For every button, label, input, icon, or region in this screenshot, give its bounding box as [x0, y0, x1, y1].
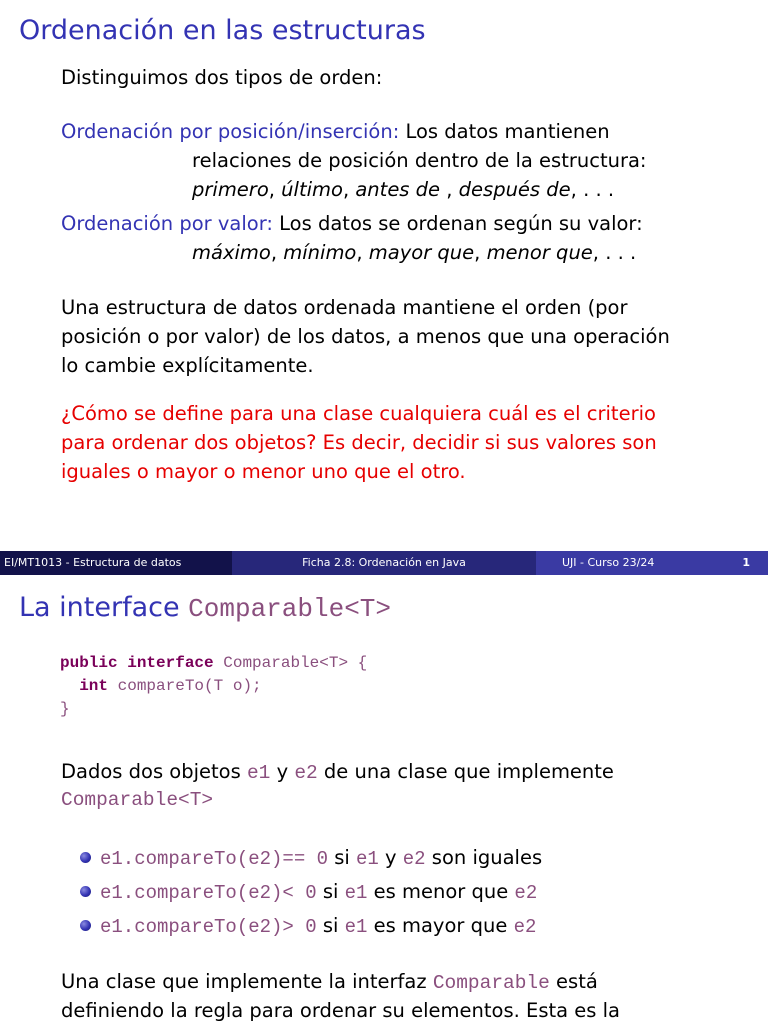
text: si: [316, 880, 345, 903]
value-order-desc: Los datos se ordenan según su valor:: [279, 212, 643, 235]
given-objects-line-1: [61, 757, 614, 788]
footer-right: [536, 551, 768, 575]
text: es mayor que: [367, 914, 514, 937]
code-line-2: [60, 675, 367, 698]
example-maximo: máximo: [192, 241, 271, 264]
slide-title-code: Comparable<T>: [188, 594, 392, 624]
intro-text: Distinguimos dos tipos de orden:: [61, 66, 383, 89]
text: si: [316, 914, 345, 937]
code-e2: e2: [514, 882, 538, 904]
ellipsis: , . . .: [592, 241, 637, 264]
example-menor: menor que: [486, 241, 593, 264]
closing-line-2: definiendo la regla para ordenar su elementos. Esta es la: [61, 999, 620, 1022]
separator: ,: [342, 178, 356, 201]
keyword-int: int: [79, 677, 109, 695]
example-mayor: mayor que: [368, 241, 475, 264]
code-expr: e1.compareTo(e2)== 0: [100, 848, 329, 870]
footer-course-code: EI/MT1013 - Estructura de datos: [0, 551, 232, 575]
code-line-1: [60, 652, 367, 675]
text: son iguales: [425, 846, 543, 869]
separator: ,: [268, 178, 282, 201]
position-order-term: [61, 117, 610, 146]
keyword-interface: interface: [127, 654, 214, 672]
value-order-term-label: Ordenación por valor:: [61, 212, 273, 235]
comparison-list: [80, 841, 542, 943]
text: está: [549, 970, 598, 993]
ellipsis: , . . .: [570, 178, 615, 201]
code-expr: e1.compareTo(e2)< 0: [100, 882, 317, 904]
list-item: [80, 875, 542, 909]
footer-sheet-title: Ficha 2.8: Ordenación en Java: [232, 551, 536, 575]
bullet-icon: [80, 886, 91, 897]
text: si: [328, 846, 357, 869]
slide-title-text: La interface: [19, 592, 189, 623]
code-e1: e1: [344, 882, 368, 904]
slide-title: Ordenación en las estructuras: [19, 15, 426, 46]
value-order-term: [61, 209, 643, 238]
position-order-term-label: Ordenación por posición/inserción:: [61, 120, 400, 143]
question-line-1: ¿Cómo se define para una clase cualquiera cuál es el criterio: [61, 402, 656, 425]
position-order-examples: [192, 175, 614, 204]
separator: ,: [474, 241, 487, 264]
code-line-3: }: [60, 700, 70, 718]
code-e1: e1: [356, 848, 379, 870]
text: y: [378, 846, 403, 869]
code-e1: e1: [344, 916, 368, 938]
example-despues: después de: [458, 178, 571, 201]
example-primero: primero: [192, 178, 269, 201]
code-e2: e2: [513, 916, 537, 938]
code-e2: e2: [294, 762, 318, 784]
value-order-examples: [192, 238, 636, 267]
separator: ,: [356, 241, 369, 264]
footer-course: UJI - Curso 23/24: [562, 556, 655, 569]
page-number: 1: [742, 556, 750, 569]
separator: ,: [440, 178, 459, 201]
text: es menor que: [367, 880, 515, 903]
bullet-icon: [80, 920, 91, 931]
keyword-public: public: [60, 654, 118, 672]
position-order-desc-2: relaciones de posición dentro de la estructura:: [192, 149, 647, 172]
list-item: [80, 841, 542, 875]
code-text: Comparable<T> {: [213, 654, 368, 672]
example-ultimo: último: [281, 178, 343, 201]
code-block: [60, 652, 367, 721]
closing-line-1: [61, 967, 598, 998]
paragraph-line-1: Una estructura de datos ordenada mantiene el orden (por: [61, 296, 628, 319]
code-text: compareTo(T o);: [108, 677, 262, 695]
code-comparable: Comparable: [432, 972, 550, 994]
slide-title: [19, 592, 391, 624]
text: de una clase que implemente: [317, 760, 614, 783]
text: y: [270, 760, 295, 783]
given-objects-line-2: Comparable<T>: [61, 789, 214, 811]
bullet-icon: [80, 852, 91, 863]
footer-bar: [0, 551, 768, 575]
code-expr: e1.compareTo(e2)> 0: [100, 916, 317, 938]
question-line-2: para ordenar dos objetos? Es decir, decidir si sus valores son: [61, 431, 657, 454]
example-antes: antes de: [355, 178, 441, 201]
text: Dados dos objetos: [61, 760, 247, 783]
separator: ,: [270, 241, 284, 264]
slide-comparable: [0, 575, 768, 1024]
position-order-desc: Los datos mantienen: [405, 120, 610, 143]
list-item: [80, 909, 542, 943]
code-e2: e2: [402, 848, 426, 870]
text: Una clase que implemente la interfaz: [61, 970, 433, 993]
code-e1: e1: [246, 762, 271, 784]
paragraph-line-2: posición o por valor) de los datos, a menos que una operación: [61, 325, 670, 348]
question-line-3: iguales o mayor o menor uno que el otro.: [61, 460, 466, 483]
paragraph-line-3: lo cambie explícitamente.: [61, 354, 314, 377]
example-minimo: mínimo: [283, 241, 357, 264]
